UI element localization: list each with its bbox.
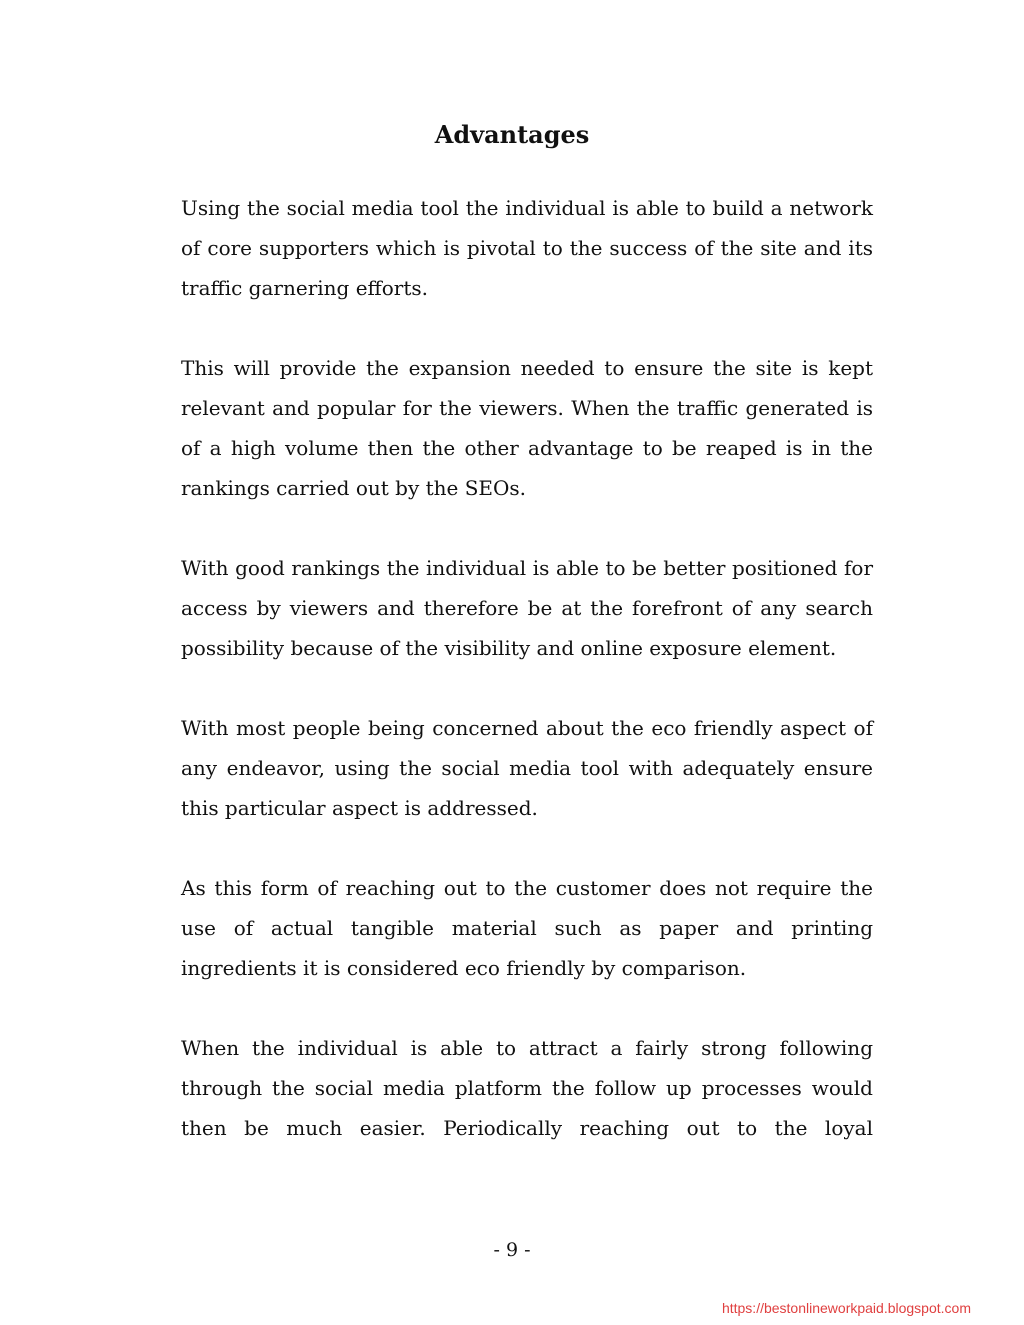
footer-link[interactable]: https://bestonlineworkpaid.blogspot.com <box>721 1300 971 1316</box>
paragraph-2: This will provide the expansion needed to ensure the site is kept relevant and popular for the viewers. When the traffic generated is of a high volume then the other advantage to be reaped is in the rankings carried out by the SEOs. <box>181 356 873 500</box>
page-number: - 9 - <box>493 1239 531 1261</box>
paragraph-5: As this form of reaching out to the customer does not require the use of actual tangible material such as paper and printing ingredients it is considered eco friendly by comparison. <box>181 876 873 980</box>
page-title: Advantages <box>434 120 590 149</box>
paragraph-1: Using the social media tool the individual is able to build a network of core supporters which is pivotal to the success of the site and its traffic garnering efforts. <box>181 196 873 300</box>
paragraph-3: With good rankings the individual is able to be better positioned for access by viewers and therefore be at the forefront of any search possibility because of the visibility and online exposure element. <box>181 556 873 660</box>
paragraph-6: When the individual is able to attract a fairly strong following through the social media platform the follow up processes would then be much easier. Periodically reaching out to the loyal <box>181 1036 873 1140</box>
body-text <box>181 188 873 1148</box>
paragraph-4: With most people being concerned about the eco friendly aspect of any endeavor, using the social media tool with adequately ensure this particular aspect is addressed. <box>181 716 873 820</box>
